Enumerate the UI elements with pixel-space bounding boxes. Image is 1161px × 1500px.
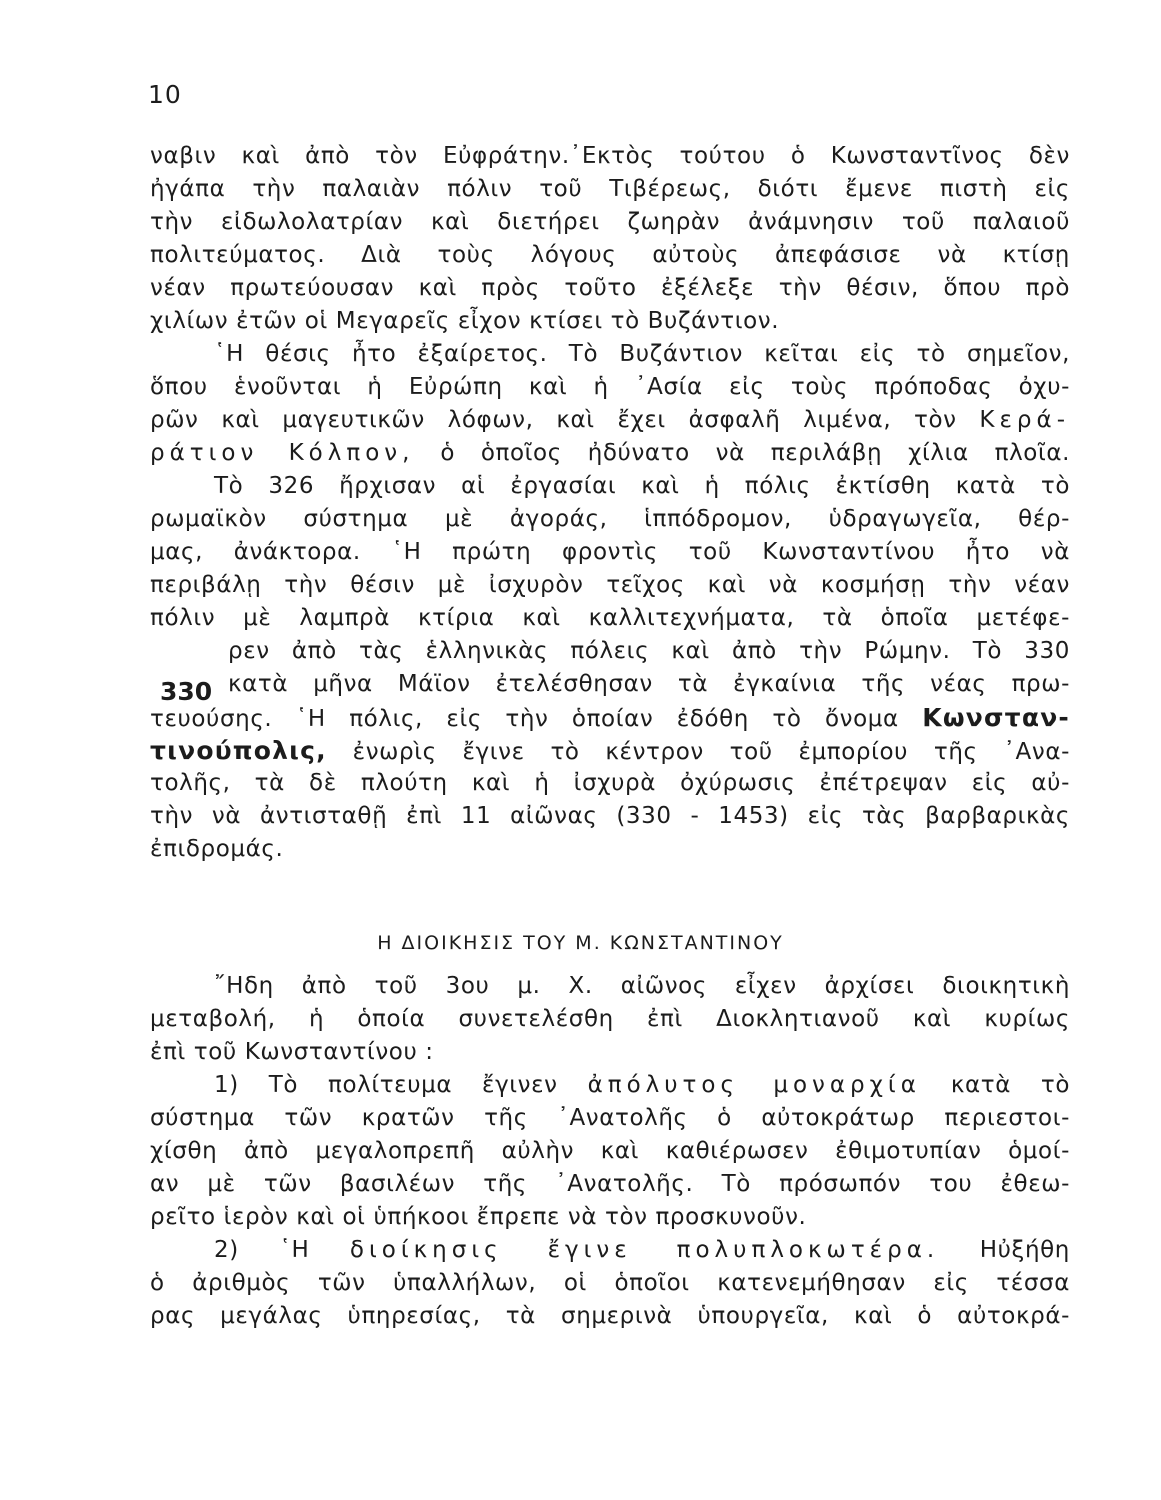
text-line: κατὰ μῆνα Μάϊον ἐτελέσθησαν τὰ ἐγκαίνια τῆς νέας πρω- [228, 671, 1070, 697]
body-text-bottom [150, 970, 1070, 1333]
text-line [150, 404, 1070, 437]
text-line: πολιτεύματος. Διὰ τοὺς λόγους αὐτοὺς ἀπεφάσισε νὰ κτίσῃ [150, 242, 1070, 268]
text-line: μεταβολή, ἡ ὁποία συνετελέσθη ἐπὶ Διοκλητιανοῦ καὶ κυρίως [150, 1006, 1070, 1032]
text-line [150, 701, 1070, 734]
text-segment: ἐνωρὶς ἔγινε τὸ κέντρον τοῦ ἐμπορίου τῆς ᾽Ανα- [352, 739, 1070, 765]
text-line: Τὸ 326 ἤρχισαν αἱ ἐργασίαι καὶ ἡ πόλις ἐκτίσθη κατὰ τὸ [214, 473, 1070, 499]
text-line: τὴν νὰ ἀντισταθῇ ἐπὶ 11 αἰῶνας (330 - 1453) εἰς τὰς βαρβαρικὰς [150, 803, 1070, 829]
text-line: ρεν ἀπὸ τὰς ἑλληνικὰς πόλεις καὶ ἀπὸ τὴν Ρώμην. Τὸ 330 [228, 638, 1070, 664]
text-segment: ὁ ὁποῖος ἠδύνατο νὰ περιλάβῃ χίλια πλοῖα. [440, 440, 1071, 466]
body-text-top [150, 140, 1070, 866]
text-segment: 1) Τὸ πολίτευμα ἔγινεν [214, 1072, 558, 1098]
text-line: μας, ἀνάκτορα. ῾Η πρώτη φροντὶς τοῦ Κωνσταντίνου ἦτο νὰ [150, 539, 1070, 565]
text-line: ρεῖτο ἱερὸν καὶ οἱ ὑπήκοοι ἔπρεπε νὰ τὸν προσκυνοῦν. [150, 1204, 807, 1230]
text-segment: ρῶν καὶ μαγευτικῶν λόφων, καὶ ἔχει ἀσφαλῆ λιμένα, τὸν [150, 407, 957, 433]
text-line: ὁ ἀριθμὸς τῶν ὑπαλλήλων, οἱ ὁποῖοι κατενεμήθησαν εἰς τέσσα [150, 1270, 1070, 1296]
margin-note-year: 330 [160, 677, 213, 706]
text-line: περιβάλῃ τὴν θέσιν μὲ ἰσχυρὸν τεῖχος καὶ νὰ κοσμήσῃ τὴν νέαν [150, 572, 1070, 598]
text-line: πόλιν μὲ λαμπρὰ κτίρια καὶ καλλιτεχνήματα, τὰ ὁποῖα μετέφε- [150, 605, 1070, 631]
text-segment: 2) ῾Η [214, 1237, 310, 1263]
spaced-text: Κερά- [979, 407, 1070, 433]
text-line: ρωμαϊκὸν σύστημα μὲ ἀγοράς, ἱππόδρομον, ὑδραγωγεῖα, θέρ- [150, 506, 1070, 532]
text-line: νέαν πρωτεύουσαν καὶ πρὸς τοῦτο ἐξέλεξε τὴν θέσιν, ὅπου πρὸ [150, 275, 1070, 301]
text-line: ὅπου ἑνοῦνται ἡ Εὐρώπη καὶ ἡ ᾽Ασία εἰς τοὺς πρόποδας ὀχυ- [150, 374, 1070, 400]
text-line: ἐπὶ τοῦ Κωνσταντίνου : [150, 1039, 434, 1065]
text-line: ῾Η θέσις ἦτο ἐξαίρετος. Τὸ Βυζάντιον κεῖται εἰς τὸ σημεῖον, [214, 341, 1070, 367]
text-line [150, 1069, 1070, 1102]
text-line: σύστημα τῶν κρατῶν τῆς ᾽Ανατολῆς ὁ αὐτοκράτωρ περιεστοι- [150, 1105, 1070, 1131]
text-line [150, 734, 1070, 767]
text-line [150, 437, 1070, 470]
text-line: χίσθη ἀπὸ μεγαλοπρεπῆ αὐλὴν καὶ καθιέρωσεν ἐθιμοτυπίαν ὁμοί- [150, 1138, 1070, 1164]
text-line: ῎Ηδη ἀπὸ τοῦ 3ου μ. Χ. αἰῶνος εἶχεν ἀρχίσει διοικητικὴ [214, 973, 1070, 999]
bold-term: Κωνσταν- [922, 703, 1071, 732]
spaced-text: ράτιον Κόλπον, [150, 440, 415, 466]
text-segment: Ηὐξήθη [979, 1237, 1070, 1263]
bold-term: τινούπολις, [150, 736, 327, 765]
text-line: χιλίων ἐτῶν οἱ Μεγαρεῖς εἶχον κτίσει τὸ Βυζάντιον. [150, 308, 780, 334]
text-segment: κατὰ τὸ [950, 1072, 1071, 1098]
text-line: ἠγάπα τὴν παλαιὰν πόλιν τοῦ Τιβέρεως, διότι ἔμενε πιστὴ εἰς [150, 176, 1070, 202]
text-line: αν μὲ τῶν βασιλέων τῆς ᾽Ανατολῆς. Τὸ πρόσωπόν του ἐθεω- [150, 1171, 1070, 1197]
spaced-text: ἀπόλυτος μοναρχία [587, 1072, 921, 1098]
text-line: ρας μεγάλας ὑπηρεσίας, τὰ σημερινὰ ὑπουργεῖα, καὶ ὁ αὐτοκρά- [150, 1303, 1070, 1329]
text-line: τολῆς, τὰ δὲ πλούτη καὶ ἡ ἰσχυρὰ ὀχύρωσις ἐπέτρεψαν εἰς αὐ- [150, 770, 1070, 796]
text-segment: τευούσης. ῾Η πόλις, εἰς τὴν ὁποίαν ἐδόθη τὸ ὄνομα [150, 706, 899, 732]
section-heading: Η ΔΙΟΙΚΗΣΙΣ ΤΟΥ Μ. ΚΩΝΣΤΑΝΤΙΝΟΥ [377, 932, 784, 954]
text-line [150, 1234, 1070, 1267]
spaced-text: διοίκησις ἔγινε πολυπλοκωτέρα. [349, 1237, 940, 1263]
text-line: τὴν εἰδωλολατρίαν καὶ διετήρει ζωηρὰν ἀνάμνησιν τοῦ παλαιοῦ [150, 209, 1070, 235]
text-line: ἐπιδρομάς. [150, 836, 284, 862]
text-line: ναβιν καὶ ἀπὸ τὸν Εὐφράτην.᾽Εκτὸς τούτου ὁ Κωνσταντῖνος δὲν [150, 143, 1070, 169]
page-number: 10 [148, 80, 182, 109]
